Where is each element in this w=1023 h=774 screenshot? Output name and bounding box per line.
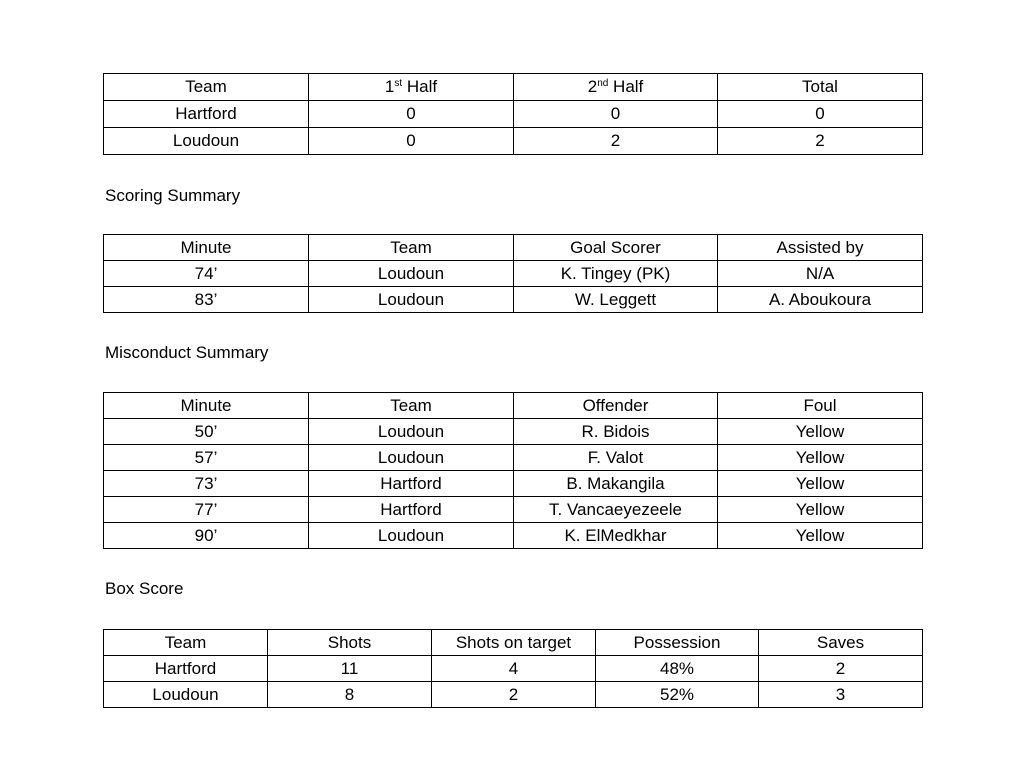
table-cell: 90’ bbox=[104, 523, 309, 549]
table-cell: T. Vancaeyezeele bbox=[514, 497, 718, 523]
table-row bbox=[104, 497, 923, 523]
table-cell: Loudoun bbox=[309, 287, 514, 313]
header-cell: Minute bbox=[104, 393, 309, 419]
second-half-word: Half bbox=[608, 77, 644, 96]
table-header-row bbox=[104, 630, 923, 656]
header-cell: Possession bbox=[596, 630, 759, 656]
header-cell: Goal Scorer bbox=[514, 235, 718, 261]
table-cell: R. Bidois bbox=[514, 419, 718, 445]
table-cell: 52% bbox=[596, 682, 759, 708]
header-cell-total: Total bbox=[718, 74, 923, 101]
table-cell: 0 bbox=[718, 101, 923, 128]
table-cell: Yellow bbox=[718, 523, 923, 549]
table-cell: 2 bbox=[759, 656, 923, 682]
table-cell: Yellow bbox=[718, 471, 923, 497]
table-cell: Loudoun bbox=[104, 128, 309, 155]
table-cell: Hartford bbox=[309, 497, 514, 523]
table-cell: F. Valot bbox=[514, 445, 718, 471]
table-row bbox=[104, 682, 923, 708]
header-cell-team: Team bbox=[104, 74, 309, 101]
first-half-ordinal-suffix: st bbox=[394, 78, 403, 89]
header-cell: Minute bbox=[104, 235, 309, 261]
header-cell: Team bbox=[104, 630, 268, 656]
table-cell: 0 bbox=[309, 101, 514, 128]
misconduct-summary-table bbox=[103, 392, 923, 549]
table-cell: 0 bbox=[514, 101, 718, 128]
table-header-row bbox=[104, 393, 923, 419]
table-cell: Yellow bbox=[718, 497, 923, 523]
table-cell: K. ElMedkhar bbox=[514, 523, 718, 549]
scoring-summary-heading: Scoring Summary bbox=[105, 186, 241, 205]
table-cell: 83’ bbox=[104, 287, 309, 313]
table-row bbox=[104, 523, 923, 549]
table-cell: 57’ bbox=[104, 445, 309, 471]
table-cell: Loudoun bbox=[309, 445, 514, 471]
header-cell: Shots on target bbox=[432, 630, 596, 656]
table-cell: K. Tingey (PK) bbox=[514, 261, 718, 287]
table-row bbox=[104, 471, 923, 497]
table-cell: N/A bbox=[718, 261, 923, 287]
table-cell: Loudoun bbox=[104, 682, 268, 708]
table-row bbox=[104, 419, 923, 445]
table-cell: W. Leggett bbox=[514, 287, 718, 313]
header-cell: Team bbox=[309, 235, 514, 261]
table-cell: 74’ bbox=[104, 261, 309, 287]
table-cell: Loudoun bbox=[309, 523, 514, 549]
table-cell: Hartford bbox=[309, 471, 514, 497]
header-cell: Offender bbox=[514, 393, 718, 419]
misconduct-summary-heading: Misconduct Summary bbox=[105, 343, 269, 362]
table-cell: Yellow bbox=[718, 445, 923, 471]
table-cell: B. Makangila bbox=[514, 471, 718, 497]
table-row bbox=[104, 128, 923, 155]
header-cell: Team bbox=[309, 393, 514, 419]
header-cell: Saves bbox=[759, 630, 923, 656]
table-cell: Loudoun bbox=[309, 261, 514, 287]
table-cell: 11 bbox=[268, 656, 432, 682]
table-cell: Hartford bbox=[104, 101, 309, 128]
second-half-ordinal-suffix: nd bbox=[597, 78, 609, 89]
table-cell: 48% bbox=[596, 656, 759, 682]
table-cell: 4 bbox=[432, 656, 596, 682]
box-score-table bbox=[103, 629, 923, 708]
table-cell: 2 bbox=[432, 682, 596, 708]
table-cell: Yellow bbox=[718, 419, 923, 445]
table-header-row bbox=[104, 74, 923, 101]
table-cell: 0 bbox=[309, 128, 514, 155]
table-cell: 50’ bbox=[104, 419, 309, 445]
second-half-number: 2 bbox=[587, 77, 598, 96]
scoring-summary-table bbox=[103, 234, 923, 313]
table-row bbox=[104, 445, 923, 471]
header-cell-second-half bbox=[514, 74, 718, 101]
table-cell: 2 bbox=[718, 128, 923, 155]
table-cell: 2 bbox=[514, 128, 718, 155]
table-row bbox=[104, 656, 923, 682]
table-row bbox=[104, 101, 923, 128]
table-cell: Hartford bbox=[104, 656, 268, 682]
table-cell: 3 bbox=[759, 682, 923, 708]
first-half-word: Half bbox=[402, 77, 438, 96]
table-cell: 8 bbox=[268, 682, 432, 708]
header-cell: Foul bbox=[718, 393, 923, 419]
header-cell: Shots bbox=[268, 630, 432, 656]
table-header-row bbox=[104, 235, 923, 261]
first-half-number: 1 bbox=[384, 77, 395, 96]
box-score-heading: Box Score bbox=[105, 579, 184, 598]
table-cell: A. Aboukoura bbox=[718, 287, 923, 313]
header-cell-first-half bbox=[309, 74, 514, 101]
table-cell: 77’ bbox=[104, 497, 309, 523]
header-cell: Assisted by bbox=[718, 235, 923, 261]
table-cell: Loudoun bbox=[309, 419, 514, 445]
table-cell: 73’ bbox=[104, 471, 309, 497]
table-row bbox=[104, 261, 923, 287]
table-row bbox=[104, 287, 923, 313]
score-by-half-table bbox=[103, 73, 923, 155]
